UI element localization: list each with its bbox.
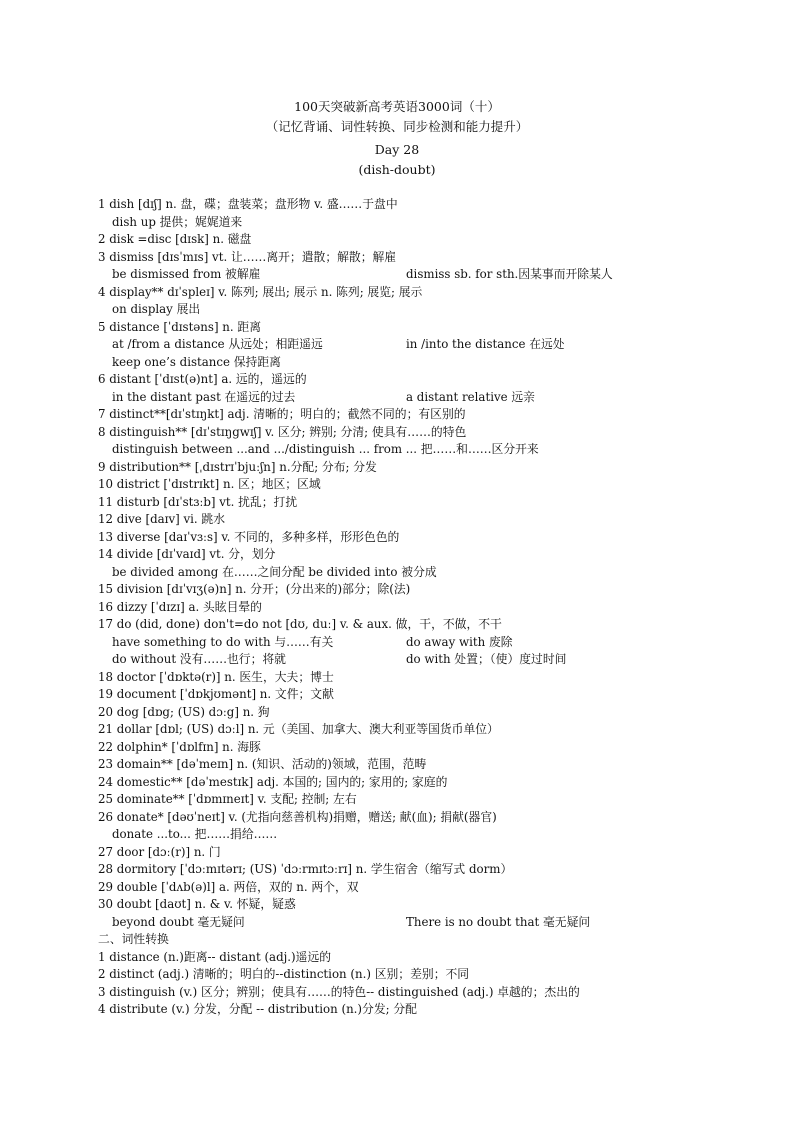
word-entry: [98, 546, 788, 564]
phrase-line-text: do without 没有……也行；将就: [112, 652, 286, 666]
vocabulary-list: [98, 196, 788, 1019]
conversion-item: [98, 966, 788, 984]
phrase-line-text: beyond doubt 毫无疑问: [112, 914, 245, 929]
word-entry: [98, 529, 788, 547]
word-entry-text: 5 distance [ˈdɪstəns] n. 距离: [98, 319, 261, 334]
word-entry: [98, 756, 788, 774]
conversion-item-text: 4 distribute (v.) 分发，分配 -- distribution (n.)分发; 分配: [98, 1002, 417, 1016]
word-entry-text: 23 domain** [dəˈmeɪn] n. (知识、活动的)领域，范围，范畴: [98, 757, 427, 771]
conversion-item: [98, 949, 788, 967]
word-entry: [98, 459, 788, 477]
word-entry: [98, 494, 788, 512]
word-entry-text: 10 district [ˈdɪstrɪkt] n. 区；地区；区域: [98, 477, 321, 491]
word-entry-text: 20 dog [dɒg; (US) dɔːg] n. 狗: [98, 704, 270, 719]
word-entry: [98, 249, 788, 267]
document-title: 100天突破新高考英语3000词（十）: [294, 99, 500, 114]
conversion-item-text: 1 distance (n.)距离-- distant (adj.)遥远的: [98, 949, 332, 964]
day-label: Day 28: [374, 142, 420, 157]
word-entry: [98, 879, 788, 897]
word-entry: [98, 371, 788, 389]
phrase-line-text: in the distant past 在遥远的过去: [112, 389, 296, 404]
word-entry: [98, 319, 788, 337]
phrase-line-text: be divided among 在……之间分配 be divided into 被分成: [112, 564, 437, 579]
phrase-line-text: have something to do with 与……有关: [112, 634, 334, 649]
word-entry-text: 3 dismiss [dɪsˈmɪs] vt. 让……离开；遣散；解散；解雇: [98, 249, 397, 264]
phrase-line-phrase-2: There is no doubt that 毫无疑问: [406, 914, 591, 929]
phrase-line-phrase-2: do with 处置；（使）度过时间: [406, 652, 567, 666]
phrase-line-text: be dismissed from 被解雇: [112, 267, 261, 281]
word-entry: [98, 231, 788, 249]
word-entry-text: 27 door [dɔː(r)] n. 门: [98, 844, 221, 859]
phrase-line-text: dish up 提供；娓娓道来: [112, 214, 243, 229]
phrase-line: [98, 336, 788, 354]
word-range: (dish-doubt): [358, 162, 436, 177]
phrase-line: [98, 354, 788, 372]
word-entry-text: 2 disk =disc [dɪsk] n. 磁盘: [98, 232, 252, 246]
phrase-line-text: keep one’s distance 保持距离: [112, 354, 281, 369]
word-entry-text: 8 distinguish** [dɪˈstɪŋgwɪʃ] v. 区分; 辨别; 分清; 使具有……的特色: [98, 424, 467, 439]
phrase-line: [98, 266, 788, 284]
word-entry-text: 15 division [dɪˈvɪʒ(ə)n] n. 分开；(分出来的)部分；除(法): [98, 582, 411, 596]
conversion-item: [98, 1001, 788, 1019]
word-entry-text: 11 disturb [dɪˈstɜːb] vt. 扰乱；打扰: [98, 494, 298, 509]
word-entry-text: 13 diverse [daɪˈvɜːs] v. 不同的，多种多样，形形色色的: [98, 529, 400, 544]
word-entry-text: 6 distant [ˈdɪst(ə)nt] a. 远的，遥远的: [98, 372, 307, 386]
word-entry: [98, 406, 788, 424]
word-entry: [98, 844, 788, 862]
phrase-line: [98, 389, 788, 407]
phrase-line-text: on display 展出: [112, 302, 201, 316]
phrase-line-text: at /from a distance 从远处；相距遥远: [112, 337, 323, 351]
word-entry-text: 26 donate* [dəʊˈneɪt] v. (尤指向慈善机构)捐赠，赠送; 献(血); 捐献(器官): [98, 809, 497, 824]
phrase-line: [98, 214, 788, 232]
word-entry-text: 4 display** dɪˈspleɪ] v. 陈列; 展出; 展示 n. 陈列; 展览; 展示: [98, 284, 423, 299]
phrase-line-text: distinguish between ...and .../distinguish ... from ... 把……和……区分开来: [112, 442, 539, 456]
word-entry: [98, 686, 788, 704]
word-entry-text: 7 distinct**[dɪˈstɪŋkt] adj. 清晰的；明白的；截然不同的；有区别的: [98, 407, 466, 421]
word-entry-text: 12 dive [daɪv] vi. 跳水: [98, 512, 225, 526]
phrase-line: [98, 564, 788, 582]
phrase-line: [98, 301, 788, 319]
phrase-line: [98, 826, 788, 844]
word-entry: [98, 721, 788, 739]
word-entry: [98, 704, 788, 722]
word-entry: [98, 476, 788, 494]
word-entry: [98, 896, 788, 914]
section-heading: 二、词性转换: [98, 932, 169, 946]
word-entry-text: 21 dollar [dɒl; (US) dɔːl] n. 元（美国、加拿大、澳大利亚等国货币单位）: [98, 722, 499, 736]
word-entry: [98, 284, 788, 302]
word-entry: [98, 196, 788, 214]
phrase-line: [98, 914, 788, 932]
word-entry: [98, 791, 788, 809]
word-entry: [98, 774, 788, 792]
word-entry: [98, 599, 788, 617]
phrase-line-phrase-2: in /into the distance 在远处: [406, 337, 565, 351]
word-entry-text: 16 dizzy [ˈdɪzɪ] a. 头眩目晕的: [98, 599, 262, 614]
word-entry: [98, 669, 788, 687]
word-entry: [98, 739, 788, 757]
word-entry: [98, 581, 788, 599]
word-entry-text: 1 dish [dɪʃ] n. 盘，碟；盘装菜；盘形物 v. 盛……于盘中: [98, 197, 398, 211]
word-entry-text: 19 document [ˈdɒkjʊmənt] n. 文件；文献: [98, 687, 334, 701]
word-entry-text: 30 doubt [daʊt] n. & v. 怀疑，疑惑: [98, 897, 296, 911]
word-entry: [98, 511, 788, 529]
word-entry-text: 14 divide [dɪˈvaɪd] vt. 分，划分: [98, 547, 276, 561]
word-entry-text: 9 distribution** [ˌdɪstrɪˈbjuːʃn] n.分配; 分布; 分发: [98, 459, 377, 474]
document-subtitle: （记忆背诵、词性转换、同步检测和能力提升）: [265, 119, 529, 134]
phrase-line-phrase-2: a distant relative 远亲: [406, 389, 535, 404]
word-entry-text: 24 domestic** [dəˈmestɪk] adj. 本国的; 国内的; 家用的; 家庭的: [98, 774, 448, 789]
word-entry: [98, 809, 788, 827]
conversion-item-text: 2 distinct (adj.) 清晰的；明白的--distinction (n.) 区别；差别；不同: [98, 967, 470, 981]
phrase-line: [98, 634, 788, 652]
word-entry: [98, 616, 788, 634]
word-entry: [98, 424, 788, 442]
phrase-line-text: donate ...to... 把……捐给……: [112, 827, 278, 841]
conversion-item-text: 3 distinguish (v.) 区分；辨别；使具有……的特色-- distinguished (adj.) 卓越的；杰出的: [98, 984, 580, 999]
phrase-line: [98, 441, 788, 459]
word-entry-text: 29 double [ˈdʌb(ə)l] a. 两倍，双的 n. 两个，双: [98, 879, 359, 894]
word-entry-text: 25 dominate** [ˈdɒmɪneɪt] v. 支配; 控制; 左右: [98, 792, 357, 806]
phrase-line: [98, 651, 788, 669]
phrase-line-phrase-2: dismiss sb. for sth.因某事而开除某人: [406, 267, 613, 281]
word-entry-text: 22 dolphin* [ˈdɒlfɪn] n. 海豚: [98, 739, 261, 754]
conversion-item: [98, 984, 788, 1002]
word-entry-text: 28 dormitory [ˈdɔːmɪtərɪ; (US) ˈdɔːrmɪtɔːrɪ] n. 学生宿舍（缩写式 dorm）: [98, 862, 513, 876]
word-entry-text: 18 doctor [ˈdɒktə(r)] n. 医生，大夫；博士: [98, 669, 334, 684]
phrase-line-phrase-2: do away with 废除: [406, 634, 513, 649]
word-entry: [98, 861, 788, 879]
word-entry-text: 17 do (did, done) don't=do not [dʊ, duː] v. & aux. 做，干，不做，不干: [98, 617, 502, 631]
